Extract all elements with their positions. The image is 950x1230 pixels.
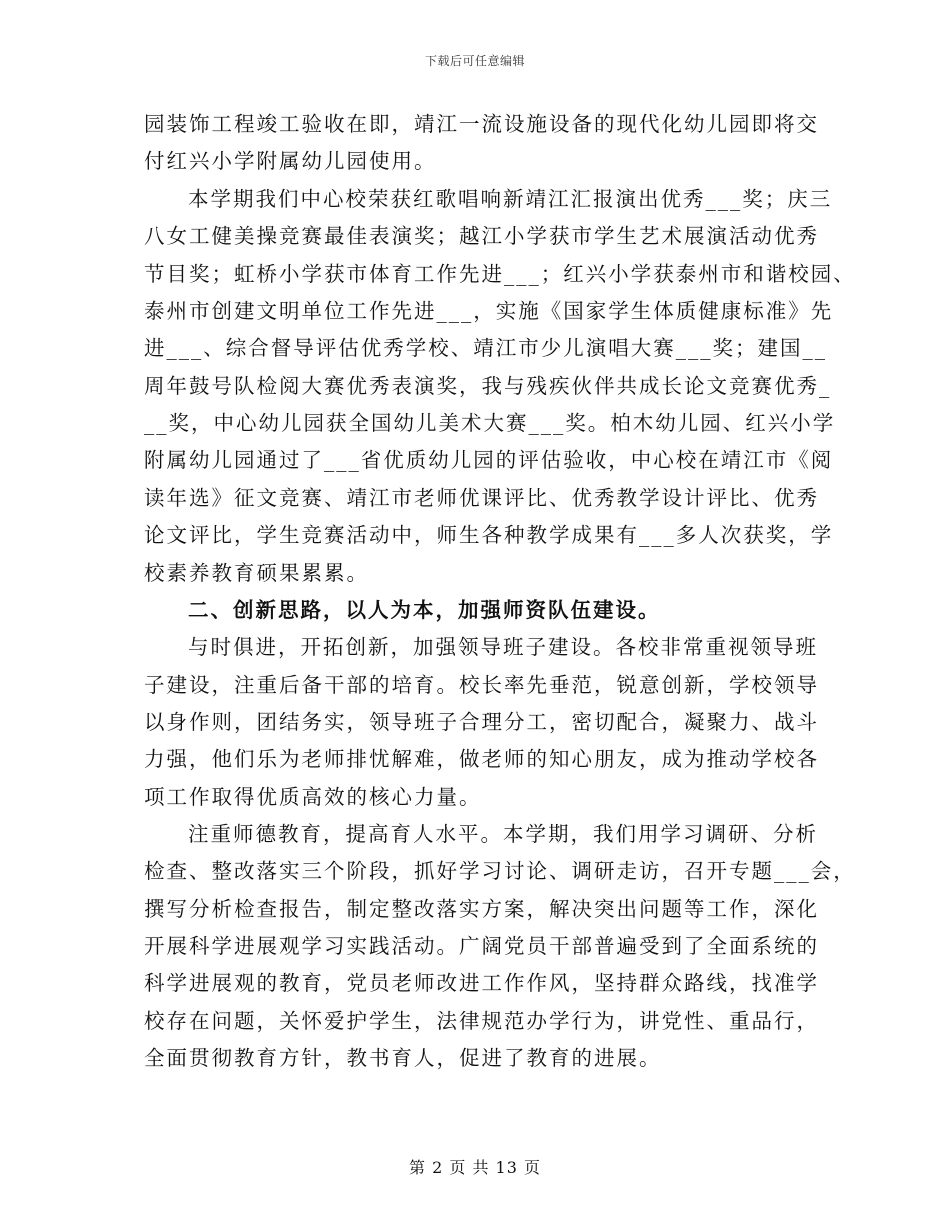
body-line: 附属幼儿园通过了___省优质幼儿园的评估验收，中心校在靖江市《阅 xyxy=(144,448,834,472)
page-number: 第 2 页 共 13 页 xyxy=(409,1158,541,1177)
body-line: 读年选》征文竞赛、靖江市老师优课评比、优秀教学设计评比、优秀 xyxy=(144,486,819,510)
body-line: 八女工健美操竞赛最佳表演奖；越江小学获市学生艺术展演活动优秀 xyxy=(144,224,819,248)
paragraph-start-line: 本学期我们中心校荣获红歌唱响新靖江汇报演出优秀___奖；庆三 xyxy=(188,187,833,211)
body-line: 项工作取得优质高效的核心力量。 xyxy=(144,785,482,809)
body-line: 力强，他们乐为老师排忧解难，做老师的知心朋友，成为推动学校各 xyxy=(144,747,819,771)
body-line: 校素养教育硕果累累。 xyxy=(144,561,369,585)
body-line: __奖，中心幼儿园获全国幼儿美术大赛___奖。柏木幼儿园、红兴小学 xyxy=(144,411,836,435)
page-header: 下载后可任意编辑 xyxy=(424,54,525,68)
paragraph-start-line: 注重师德教育，提高育人水平。本学期，我们用学习调研、分析 xyxy=(188,822,818,846)
section-heading: 二、创新思路，以人为本，加强师资队伍建设。 xyxy=(188,598,661,622)
body-line: 论文评比，学生竞赛活动中，师生各种教学成果有___多人次获奖，学 xyxy=(144,523,834,547)
body-line: 校存在问题，关怀爱护学生，法律规范办学行为，讲党性、重品行， xyxy=(144,1009,819,1033)
paragraph-start-line: 与时俱进，开拓创新，加强领导班子建设。各校非常重视领导班 xyxy=(188,635,818,659)
body-line: 进___、综合督导评估优秀学校、靖江市少儿演唱大赛___奖；建国__ xyxy=(144,336,827,360)
body-line: 科学进展观的教育，党员老师改进工作作风，坚持群众路线，找准学 xyxy=(144,971,819,995)
body-line: 以身作则，团结务实，领导班子合理分工，密切配合，凝聚力、战斗 xyxy=(144,710,819,734)
body-line: 节目奖；虹桥小学获市体育工作先进___；红兴小学获泰州市和谐校园、 xyxy=(144,262,856,286)
body-line: 撰写分析检查报告，制定整改落实方案，解决突出问题等工作，深化 xyxy=(144,897,819,921)
body-line: 检查、整改落实三个阶段，抓好学习讨论、调研走访，召开专题___会， xyxy=(144,859,856,883)
body-line: 园装饰工程竣工验收在即，靖江一流设施设备的现代化幼儿园即将交 xyxy=(144,112,819,136)
body-line: 周年鼓号队检阅大赛优秀表演奖，我与残疾伙伴共成长论文竞赛优秀_ xyxy=(144,374,832,398)
body-line: 泰州市创建文明单位工作先进___，实施《国家学生体质健康标准》先 xyxy=(144,299,834,323)
body-line: 付红兴小学附属幼儿园使用。 xyxy=(144,149,437,173)
body-line: 子建设，注重后备干部的培育。校长率先垂范，锐意创新，学校领导 xyxy=(144,673,819,697)
body-line: 开展科学进展观学习实践活动。广阔党员干部普遍受到了全面系统的 xyxy=(144,934,819,958)
body-line: 全面贯彻教育方针，教书育人，促进了教育的进展。 xyxy=(144,1046,662,1070)
